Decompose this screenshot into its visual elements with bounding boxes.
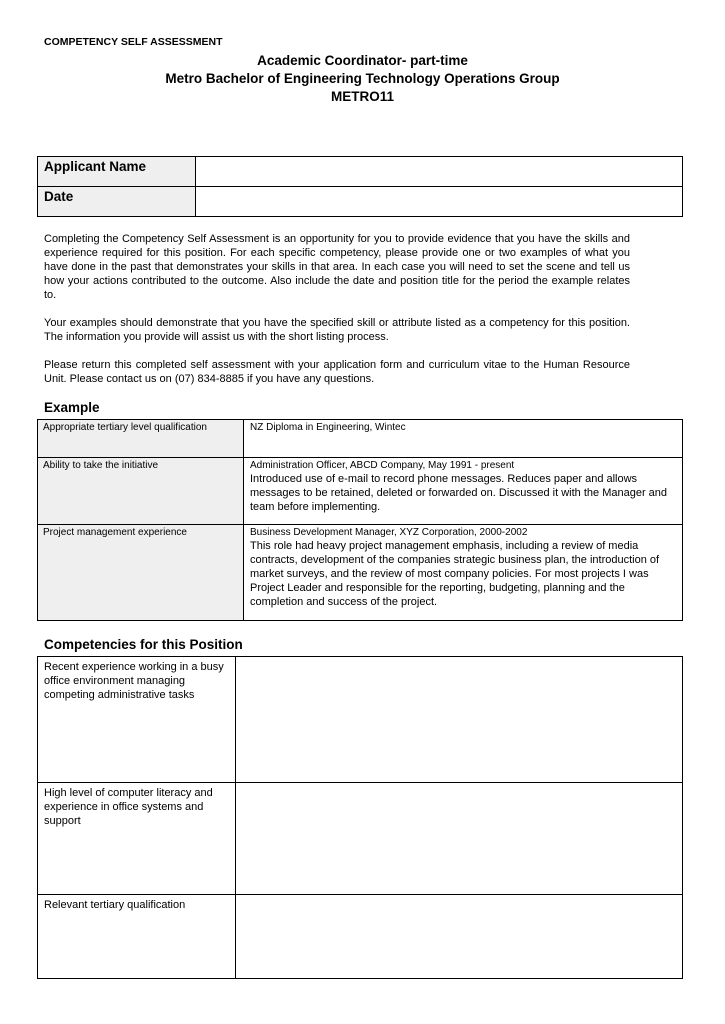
document-title — [0, 52, 725, 106]
example-answer — [244, 458, 683, 525]
example-context: Business Development Manager, XYZ Corporation, 2000-2002 — [250, 527, 528, 538]
title-group: Metro Bachelor of Engineering Technology Operations Group — [165, 71, 560, 86]
competency-row — [38, 895, 683, 979]
title-code: METRO11 — [330, 89, 395, 104]
example-row — [38, 420, 683, 458]
example-row — [38, 525, 683, 621]
date-field[interactable] — [196, 187, 683, 217]
competency-row — [38, 783, 683, 895]
example-answer-text: Introduced use of e-mail to record phone messages. Reduces paper and allows messages to be retained, deleted or forwarded on. Discussed it with the Manager and team before implementing. — [250, 473, 668, 513]
example-row — [38, 458, 683, 525]
example-question: Project management experience — [38, 525, 244, 621]
instructions-paragraph-2: Your examples should demonstrate that you have the specified skill or attribute listed as a competency for this position. The information you provide will assist us with the short listing process. — [44, 317, 630, 343]
example-answer — [244, 420, 683, 458]
example-question: Ability to take the initiative — [38, 458, 244, 525]
competency-answer-field[interactable] — [236, 895, 683, 979]
example-answer — [244, 525, 683, 621]
competency-question: High level of computer literacy and experience in office systems and support — [38, 783, 236, 895]
instructions-paragraph-1: Completing the Competency Self Assessment is an opportunity for you to provide evidence that you have the skills and experience required for this position. For each specific competency, please provide one or two examples of what you have done in the past that demonstrates your skills in that area. In each case you will need to set the scene and tell us how your actions contributed to the outcome. Also include the date and position title for the period the example relates to. — [44, 233, 630, 301]
competency-answer-field[interactable] — [236, 657, 683, 783]
example-answer-text: This role had heavy project management emphasis, including a review of media contracts, development of the companies strategic business plan, the introduction of market surveys, and the review of most company policies. For most projects I was Project Leader and responsible for the reporting, budgeting, planning and the completion and success of the project. — [250, 540, 660, 608]
title-position: Academic Coordinator- part-time — [257, 53, 468, 68]
example-context: NZ Diploma in Engineering, Wintec — [250, 422, 406, 433]
competency-row — [38, 657, 683, 783]
competency-question: Relevant tertiary qualification — [38, 895, 236, 979]
date-label: Date — [38, 187, 196, 217]
competency-answer-field[interactable] — [236, 783, 683, 895]
example-heading: Example — [44, 400, 100, 415]
example-context: Administration Officer, ABCD Company, May 1991 - present — [250, 460, 515, 471]
competency-question: Recent experience working in a busy office environment managing competing administrative tasks — [38, 657, 236, 783]
instructions — [44, 232, 630, 400]
competencies-table — [37, 656, 683, 979]
applicant-name-field[interactable] — [196, 157, 683, 187]
applicant-name-label: Applicant Name — [38, 157, 196, 187]
document-label: COMPETENCY SELF ASSESSMENT — [44, 36, 223, 48]
competencies-heading: Competencies for this Position — [44, 637, 243, 652]
example-table — [37, 419, 683, 621]
applicant-table — [37, 156, 683, 217]
instructions-paragraph-3: Please return this completed self assessment with your application form and curriculum vitae to the Human Resource Unit. Please contact us on (07) 834-8885 if you have any questions. — [44, 359, 630, 385]
example-question: Appropriate tertiary level qualification — [38, 420, 244, 458]
